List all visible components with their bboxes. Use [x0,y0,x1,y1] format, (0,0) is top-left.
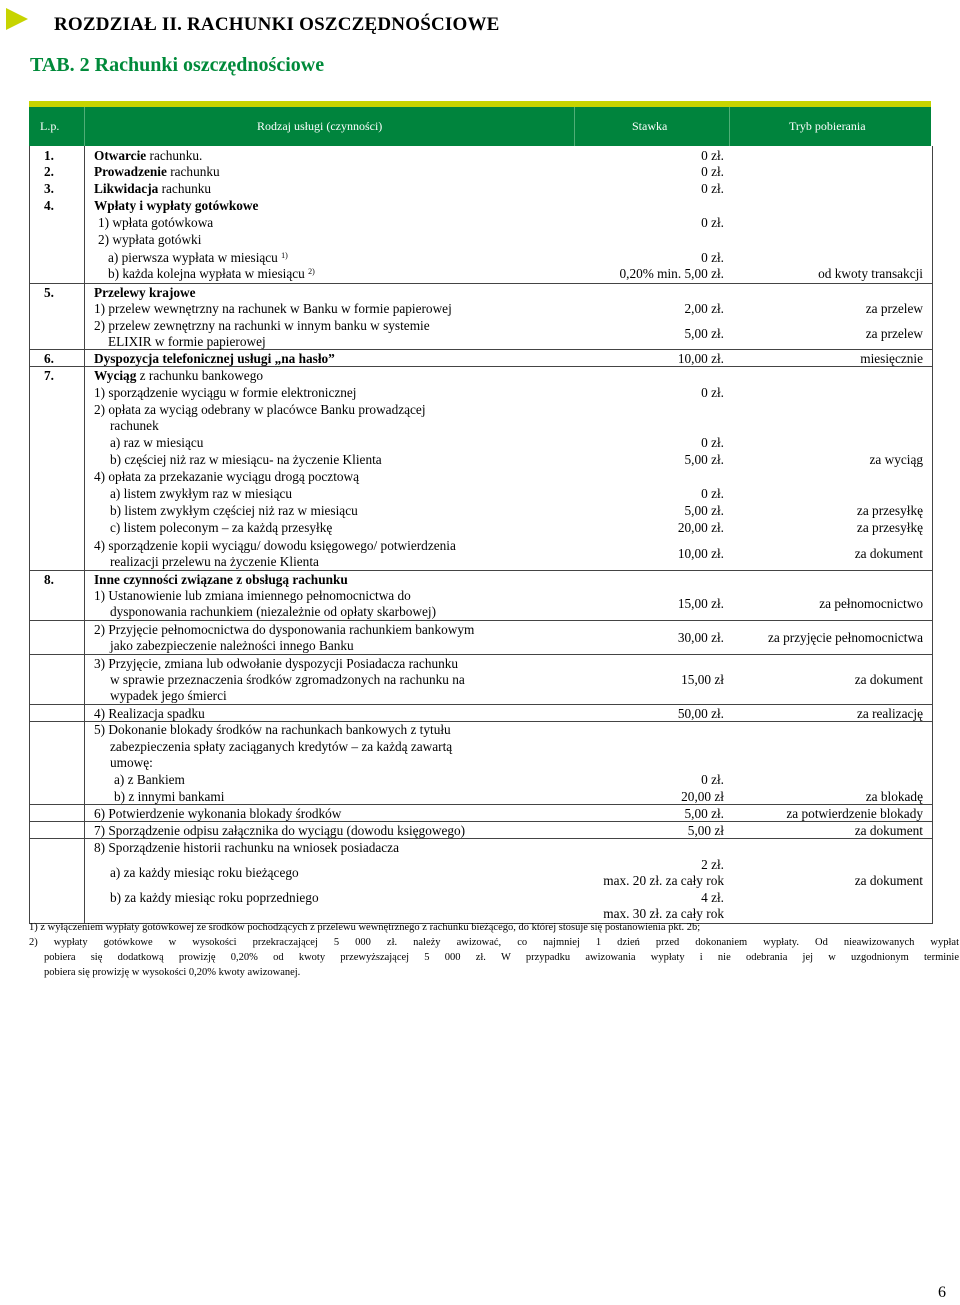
charge-mode: za przesyłkę [856,503,923,518]
charge-mode: za realizację [856,706,923,721]
rate-value: 0 zł. [701,486,724,501]
row-divider [29,366,932,367]
service-label: w sprawie przeznaczenia środków zgromadzonych na rachunku na [110,672,465,687]
charge-mode: za wyciąg [869,452,923,467]
service-label: dysponowania rachunkiem (niezależnie od opłaty skarbowej) [110,604,437,619]
table-header [29,107,931,146]
row-divider [29,283,932,284]
service-label: wypadek jego śmierci [110,688,227,703]
section-title: Wpłaty i wypłaty gotówkowe [94,198,259,213]
rate-value: 5,00 zł. [684,452,724,467]
service-label: b) za każdy miesiąc roku poprzedniego [110,890,319,905]
rate-value: max. 30 zł. za cały rok [603,906,724,921]
service-label: 8) Sporządzenie historii rachunku na wniosek posiadacza [94,840,399,855]
service-label: a) listem zwykłym raz w miesiącu [110,486,293,501]
rate-value: 20,00 zł. [677,520,724,535]
service-label: realizacji przelewu na życzenie Klienta [110,554,319,569]
footnote-2: 2) wypłaty gotówkowe w wysokości przekraczającej 5 000 zł. należy awizować, co najmniej 1 dzień przed dokonaniem wypłaty. Od nieawizowanych wypłat [29,937,959,948]
charge-mode: za dokument [854,672,923,687]
section-title: Inne czynności związane z obsługą rachunku [94,572,348,587]
service-label: Prowadzenie rachunku [94,164,220,179]
service-label: 3) Przyjęcie, zmiana lub odwołanie dyspozycji Posiadacza rachunku [94,656,459,671]
rate-value: 2 zł. [701,857,724,872]
service-label: 2) opłata za wyciąg odebrany w placówce Banku prowadzącej [94,402,426,417]
column-divider [84,146,85,923]
section-title: Przelewy krajowe [94,285,196,300]
rate-value: 0 zł. [701,181,724,196]
row-divider [29,704,932,705]
header-service: Rodzaj usługi (czynności) [257,119,383,133]
row-number: 1. [44,148,54,163]
service-label: Otwarcie rachunku. [94,148,203,163]
charge-mode: miesięcznie [860,351,923,366]
rate-value: 10,00 zł. [677,351,724,366]
charge-mode: za przyjęcie pełnomocnictwa [767,630,923,645]
header-rate: Stawka [632,119,668,133]
service-label: 2) Przyjęcie pełnomocnictwa do dysponowania rachunkiem bankowym [94,622,475,637]
charge-mode: za przelew [865,301,923,316]
service-label: 2) wypłata gotówki [98,232,202,247]
rate-value: 15,00 zł [681,672,724,687]
row-number: 2. [44,164,54,179]
service-label: a) z Bankiem [114,772,185,787]
service-label: a) pierwsza wypłata w miesiącu $^{1)}$ [108,250,288,265]
rate-value: max. 20 zł. za cały rok [603,873,724,888]
charge-mode: za pełnomocnictwo [819,596,923,611]
rate-value: 30,00 zł. [677,630,724,645]
service-label: 1) Ustanowienie lub zmiana imiennego pełnomocnictwa do [94,588,411,603]
header-divider [84,107,85,146]
rate-value: 4 zł. [701,890,724,905]
service-label: 2) przelew zewnętrzny na rachunki w innym banku w systemie [94,318,430,333]
service-label: jako zabezpieczenie należności innego Banku [110,638,354,653]
row-number: 4. [44,198,54,213]
charge-mode: za potwierdzenie blokady [786,806,923,821]
service-label: c) listem poleconym – za każdą przesyłkę [110,520,333,535]
row-divider [29,570,932,571]
rate-value: 0 zł. [701,148,724,163]
row-number: 3. [44,181,54,196]
brand-logo-icon [6,8,28,30]
rate-value: 5,00 zł. [684,503,724,518]
rate-value: 2,00 zł. [684,301,724,316]
rate-value: 50,00 zł. [677,706,724,721]
service-label: a) za każdy miesiąc roku bieżącego [110,865,299,880]
header-divider [574,107,575,146]
service-label: 6) Potwierdzenie wykonania blokady środków [94,806,342,821]
service-label: 7) Sporządzenie odpisu załącznika do wyciągu (dowodu księgowego) [94,823,466,838]
footnote-2-continued: pobiera się dodatkową prowizję 0,20% od kwoty przewyższającej 5 000 zł. W przypadku awizowania wypłaty i nie odebrania jej w uzgodnionym terminie [44,952,959,963]
section-title: Dyspozycja telefonicznej usługi „na hasło” [94,351,335,366]
service-label: 1) sporządzenie wyciągu w formie elektronicznej [94,385,357,400]
rate-value: 0 zł. [701,385,724,400]
row-divider [29,349,932,350]
row-divider [29,654,932,655]
service-label: zabezpieczenia spłaty zaciąganych kredytów – za każdą zawartą [110,739,453,754]
service-label: b) każda kolejna wypłata w miesiącu $^{2)}$ [108,266,315,281]
charge-mode: za dokument [854,823,923,838]
chapter-title: ROZDZIAŁ II. RACHUNKI OSZCZĘDNOŚCIOWE [54,14,500,35]
charge-mode: od kwoty transakcji [818,266,923,281]
service-label: 4) opłata za przekazanie wyciągu drogą pocztową [94,469,360,484]
service-label: b) częściej niż raz w miesiącu- na życzenie Klienta [110,452,382,467]
charge-mode: za dokument [854,546,923,561]
service-label: b) listem zwykłym częściej niż raz w miesiącu [110,503,358,518]
rate-value: 20,00 zł [681,789,724,804]
footnote-1: 1) z wyłączeniem wypłaty gotówkowej ze środków pochodzących z przelewu wewnętrznego z rachunku bieżącego, do której stosuje się postanowienia pkt. 2b; [29,922,701,933]
row-number: 7. [44,368,54,383]
service-label: 4) Realizacja spadku [94,706,205,721]
rate-value: 0 zł. [701,772,724,787]
rate-value: 0 zł. [701,435,724,450]
page-number: 6 [938,1284,946,1301]
service-label: rachunek [110,418,159,433]
service-label: b) z innymi bankami [114,789,225,804]
rate-value: 5,00 zł [687,823,724,838]
row-divider [29,804,932,805]
service-label: umowę: [110,755,153,770]
service-label: Likwidacja rachunku [94,181,212,196]
rate-value: 0 zł. [701,164,724,179]
charge-mode: za przelew [865,326,923,341]
service-label: 4) sporządzenie kopii wyciągu/ dowodu księgowego/ potwierdzenia [94,538,456,553]
row-number: 6. [44,351,54,366]
header-divider [729,107,730,146]
service-label: 1) wpłata gotówkowa [98,215,214,230]
rate-value: 0,20% min. 5,00 zł. [619,266,724,281]
charge-mode: za przesyłkę [856,520,923,535]
row-divider [29,821,932,822]
charge-mode: za blokadę [865,789,923,804]
row-number: 8. [44,572,54,587]
rate-value: 0 zł. [701,215,724,230]
rate-value: 15,00 zł. [677,596,724,611]
rate-value: 10,00 zł. [677,546,724,561]
header-mode: Tryb pobierania [789,119,866,133]
charge-mode: za dokument [854,873,923,888]
service-label: Wyciąg z rachunku bankowego [94,368,264,383]
service-label: ELIXIR w formie papierowej [108,334,266,349]
service-label: 5) Dokonanie blokady środków na rachunkach bankowych z tytułu [94,722,451,737]
row-divider [29,838,932,839]
service-label: a) raz w miesiącu [110,435,204,450]
rate-value: 5,00 zł. [684,806,724,821]
rate-value: 0 zł. [701,250,724,265]
row-divider [29,620,932,621]
row-number: 5. [44,285,54,300]
table-title: TAB. 2 Rachunki oszczędnościowe [30,54,325,76]
header-lp: L.p. [40,119,60,133]
footnote-2-continued: pobiera się prowizję w wysokości 0,20% kwoty awizowanej. [44,967,301,978]
rate-value: 5,00 zł. [684,326,724,341]
service-label: 1) przelew wewnętrzny na rachunek w Banku w formie papierowej [94,301,452,316]
